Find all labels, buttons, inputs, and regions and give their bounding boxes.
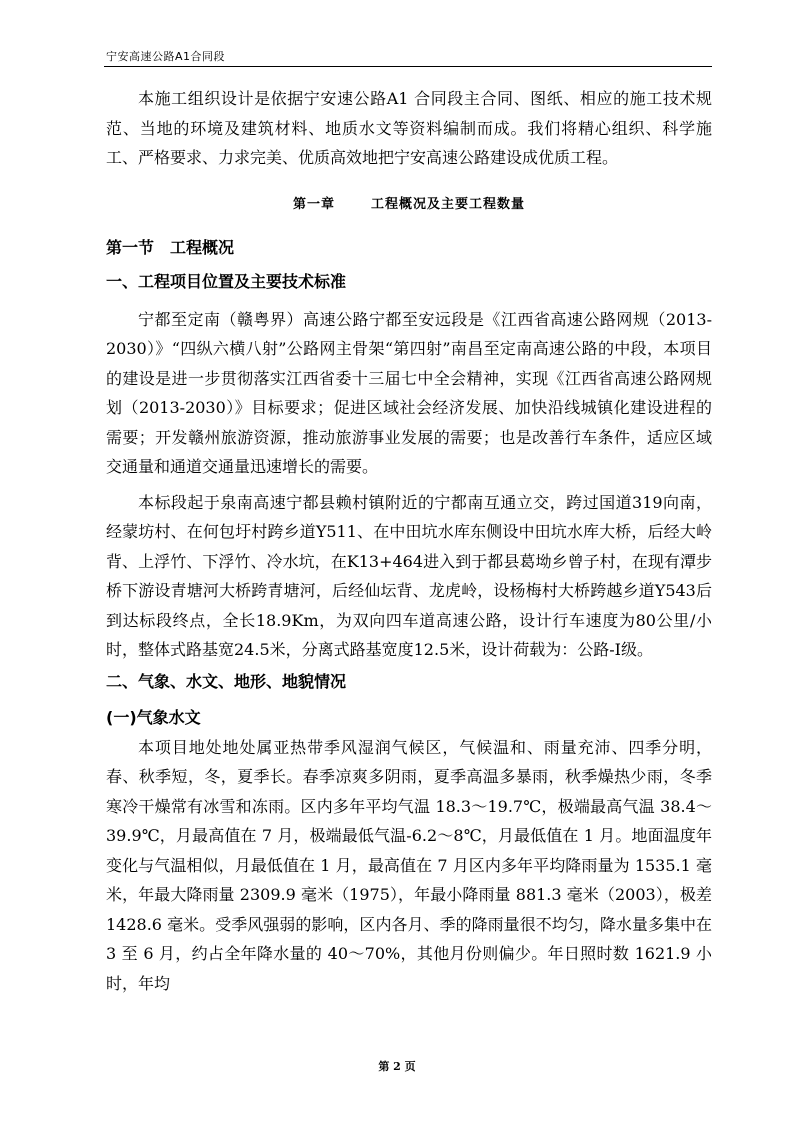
chapter-heading bbox=[106, 193, 712, 217]
paragraph-climate: 本项目地处地处属亚热带季风湿润气候区，气候温和、雨量充沛、四季分明，春、秋季短，冬，夏季长。春季凉爽多阴雨，夏季高温多暴雨，秋季燥热少雨，冬季寒冷干燥常有冰雪和冻雨。区内多年平均气温 18.3～19.7℃，极端最高气温 38.4～39.9℃，月最高值在 7 月，极端最低气温-6.2～8℃，月最低值在 1 月。地面温度年变化与气温相似，月最低值在 1 月，最高值在 7 月区内多年平均降雨量为 1535.1 毫米，年最大降雨量 2309.9 毫米（1975），年最小降雨量 881.3 毫米（2003），极差 1428.6 毫米。受季风强弱的影响，区内各月、季的降雨量很不均匀，降水量多集中在 3 至 6 月，约占全年降水量的 40～70%，其他月份则偏少。年日照时数 1621.9 小时，年均 bbox=[106, 737, 712, 993]
heading-project-location: 一、工程项目位置及主要技术标准 bbox=[106, 271, 347, 291]
header-rule bbox=[104, 66, 712, 67]
section-title: 工程概况 bbox=[170, 237, 235, 257]
page-number: 第 2 页 bbox=[378, 1060, 416, 1073]
paragraph-section-route: 本标段起于泉南高速宁都县赖村镇附近的宁都南互通立交，跨过国道319向南，经蒙坊村、在何包圩村跨乡道Y511、在中田坑水库东侧设中田坑水库大桥，后经大岭背、上浮竹、下浮竹、冷水坑，在K13+464进入到于都县葛坳乡曾子村，在现有潭步桥下游设青塘河大桥跨青塘河，后经仙坛背、龙虎岭，设杨梅村大桥跨越乡道Y543后到达标段终点，全长18.9Km，为双向四车道高速公路，设计行车速度为80公里/小时，整体式路基宽24.5米，分离式路基宽度12.5米，设计荷载为：公路-Ⅰ级。 bbox=[106, 492, 712, 659]
chapter-number: 第一章 bbox=[292, 196, 335, 212]
section-heading bbox=[106, 231, 712, 265]
subheading-climate-hydrology: (一)气象水文 bbox=[106, 707, 201, 727]
section-number: 第一节 bbox=[106, 237, 155, 257]
heading-climate-terrain: 二、气象、水文、地形、地貌情况 bbox=[106, 671, 347, 691]
intro-paragraph: 本施工组织设计是依据宁安速公路A1 合同段主合同、图纸、相应的施工技术规范、当地的环境及建筑材料、地质水文等资料编制而成。我们将精心组织、科学施工、严格要求、力求完美、优质高效地把宁安高速公路建设成优质工程。 bbox=[106, 89, 712, 167]
running-header: 宁安高速公路A1合同段 bbox=[106, 50, 226, 63]
paragraph-project-background: 宁都至定南（赣粤界）高速公路宁都至安远段是《江西省高速公路网规（2013-2030）》“四纵六横八射”公路网主骨架“第四射”南昌至定南高速公路的中段，本项目的建设是进一步贯彻落实江西省委十三届七中全会精神，实现《江西省高速公路网规划（2013-2030）》目标要求；促进区域社会经济发展、加快沿线城镇化建设进程的需要；开发赣州旅游资源，推动旅游事业发展的需要；也是改善行车条件，适应区域交通量和通道交通量迅速增长的需要。 bbox=[106, 309, 712, 476]
chapter-title: 工程概况及主要工程数量 bbox=[371, 196, 526, 212]
page-content bbox=[106, 84, 712, 998]
